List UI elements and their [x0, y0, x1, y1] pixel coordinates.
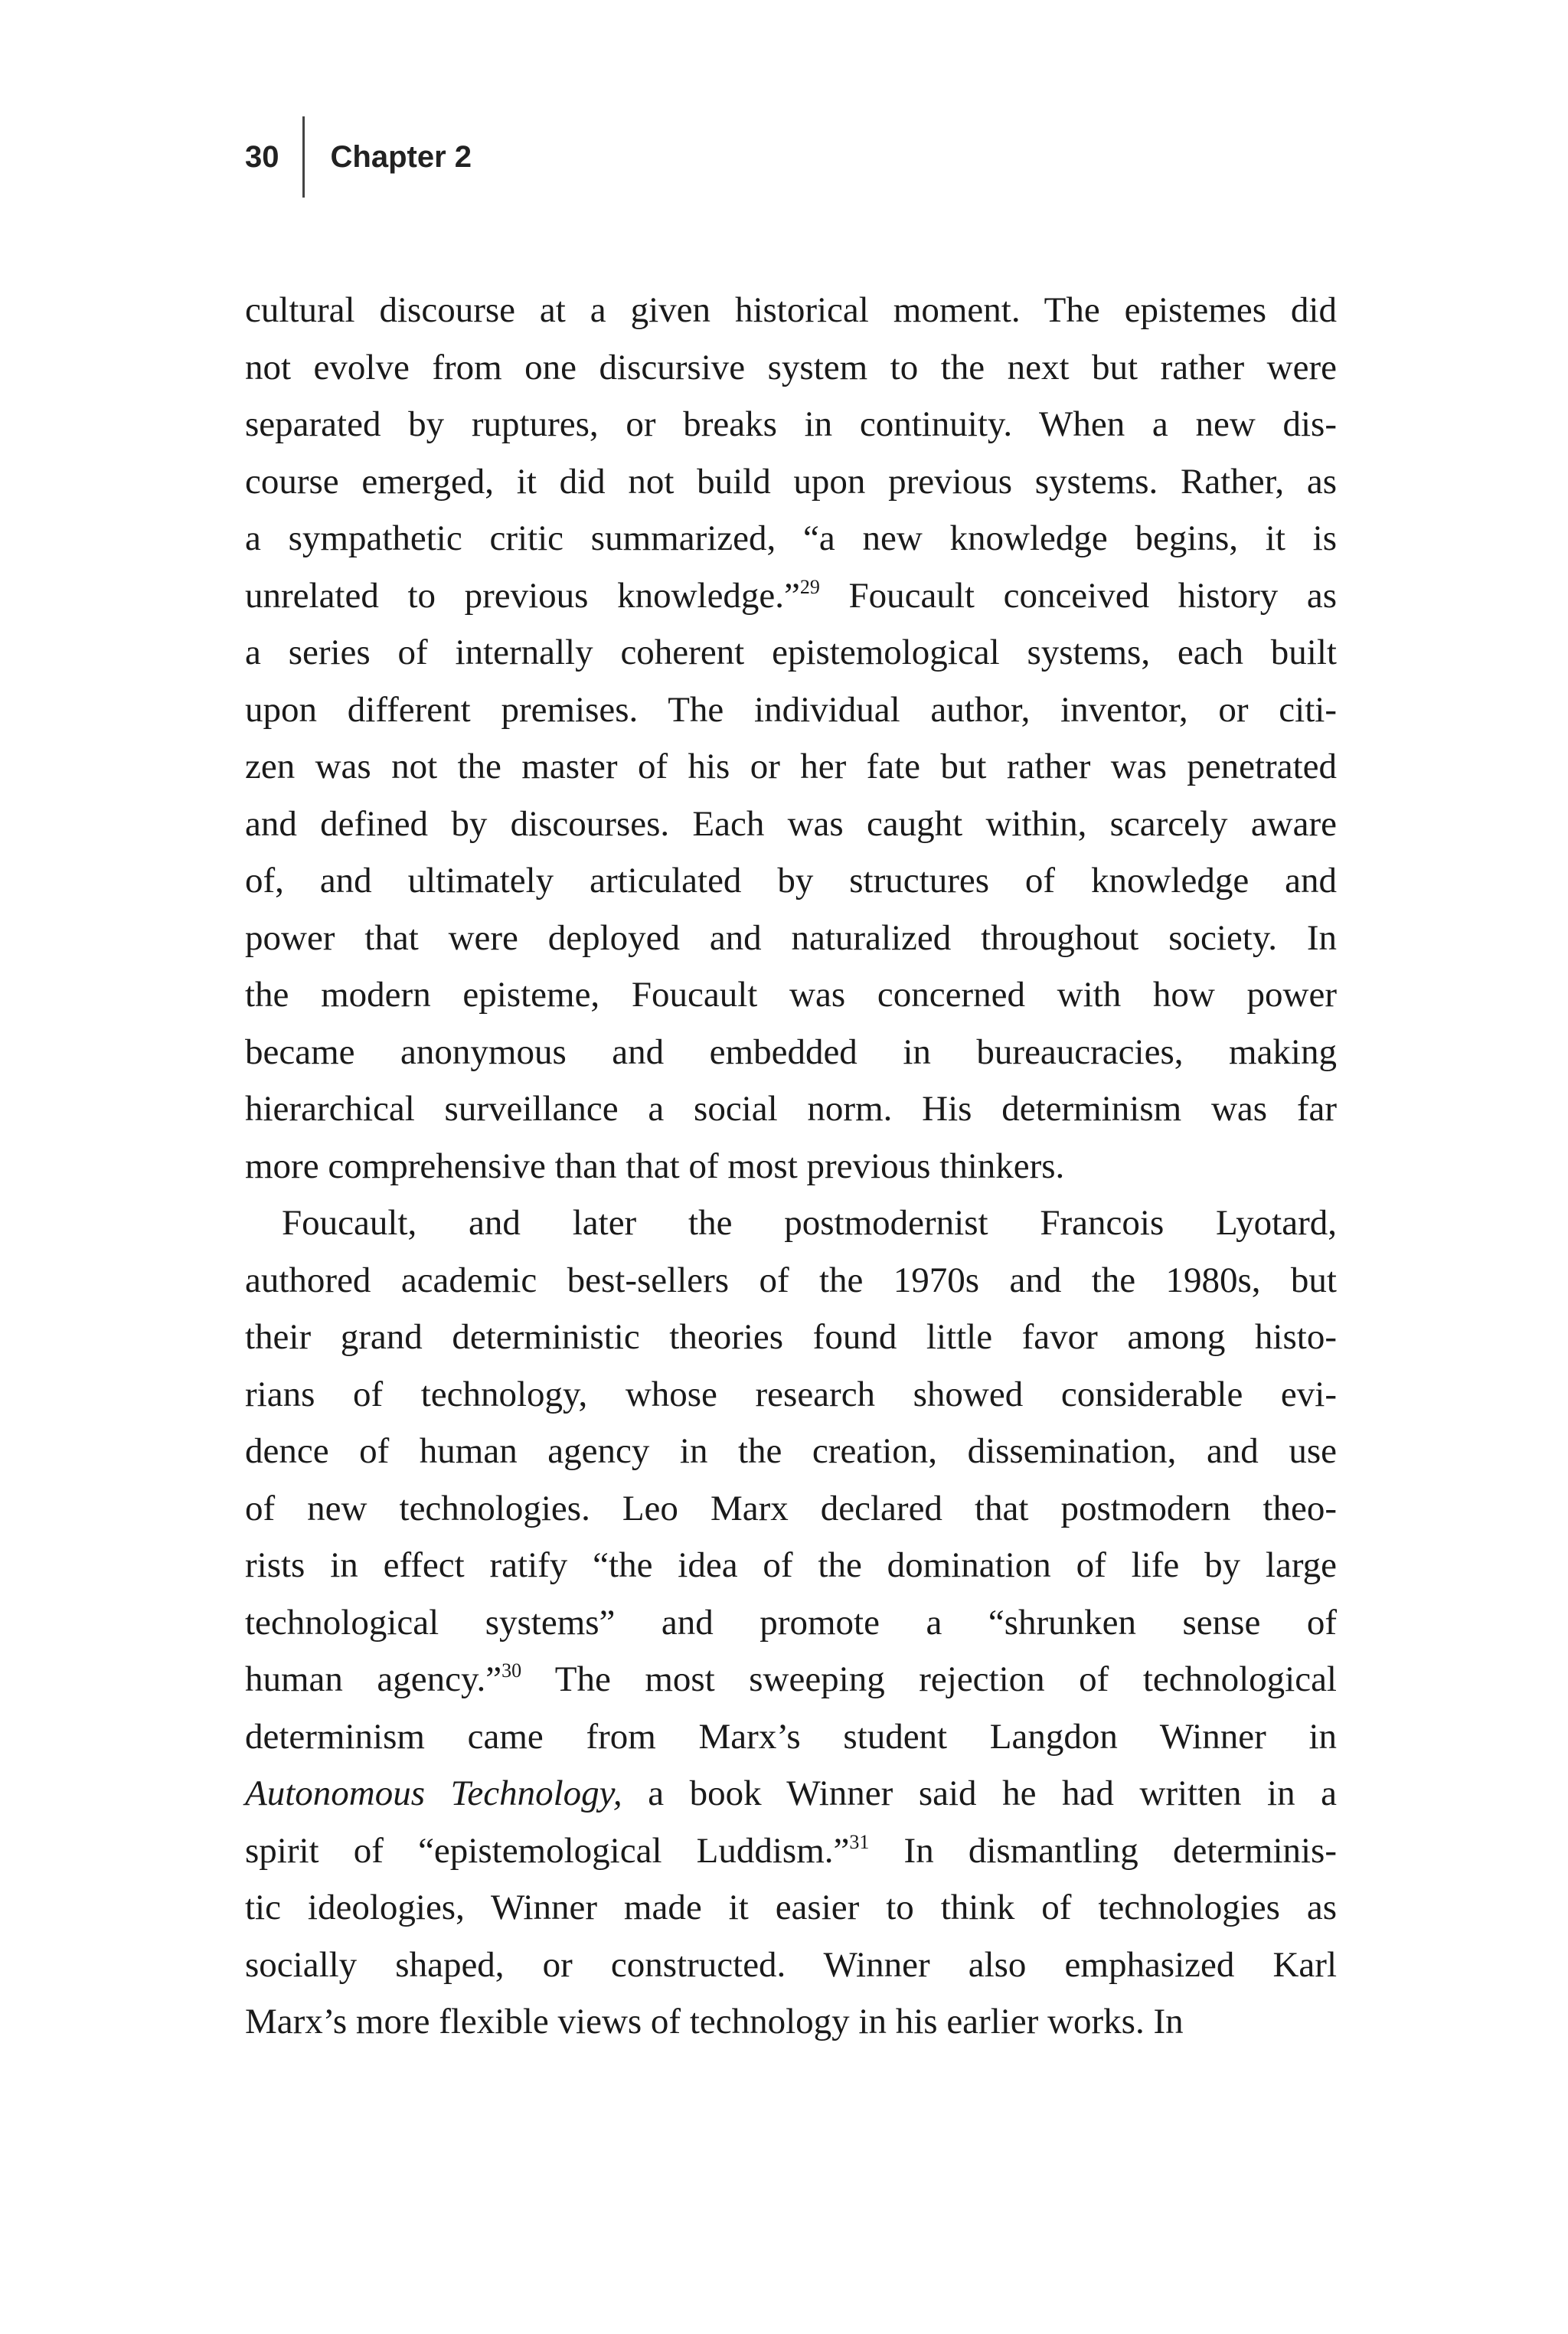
footnote-ref: 30 — [501, 1659, 522, 1682]
paragraph — [245, 282, 1337, 1195]
chapter-label: Chapter 2 — [330, 139, 472, 174]
text-line: rians of technology, whose research showed considerable evi- — [245, 1374, 1337, 1414]
text-line: authored academic best-sellers of the 1970s and the 1980s, but — [245, 1260, 1337, 1300]
text-line: of, and ultimately articulated by structures of knowledge and — [245, 861, 1337, 901]
text-line: separated by ruptures, or breaks in continuity. When a new dis- — [245, 404, 1337, 444]
footnote-ref: 29 — [799, 575, 820, 598]
text-run: The most sweeping rejection of technological — [521, 1659, 1337, 1699]
text-line: rists in effect ratify “the idea of the domination of life by large — [245, 1545, 1337, 1585]
text-line: and defined by discourses. Each was caught within, scarcely aware — [245, 803, 1337, 844]
text-line: a sympathetic critic summarized, “a new knowledge begins, it is — [245, 518, 1337, 558]
text-line: became anonymous and embedded in bureaucracies, making — [245, 1031, 1337, 1072]
text-line: Marx’s more flexible views of technology in his earlier works. In — [245, 2002, 1184, 2041]
text-line: power that were deployed and naturalized throughout society. In — [245, 917, 1337, 958]
text-line: socially shaped, or constructed. Winner also emphasized Karl — [245, 1944, 1337, 1985]
text-run: unrelated to previous knowledge.” — [245, 575, 800, 616]
text-run: In dismantling determinis- — [869, 1830, 1337, 1871]
page-number: 30 — [245, 139, 279, 174]
text-line: zen was not the master of his or her fate but rather was penetrated — [245, 747, 1337, 786]
paragraph — [245, 1195, 1337, 2051]
text-line: course emerged, it did not build upon previous systems. Rather, as — [245, 461, 1337, 502]
text-line: hierarchical surveillance a social norm. His determinism was far — [245, 1089, 1337, 1129]
text-line: the modern episteme, Foucault was concerned with how power — [245, 975, 1337, 1015]
text-line: technological systems” and promote a “shrunken sense of — [245, 1602, 1337, 1643]
text-run: spirit of “epistemological Luddism.” — [245, 1830, 850, 1871]
book-title: Autonomous Technology, — [245, 1773, 622, 1813]
text-run: human agency.” — [245, 1659, 502, 1699]
text-line: tic ideologies, Winner made it easier to think of technologies as — [245, 1888, 1337, 1927]
text-line: not evolve from one discursive system to the next but rather were — [245, 347, 1337, 387]
text-run: Foucault conceived history as — [819, 575, 1337, 616]
body-text — [245, 282, 1337, 2051]
text-line — [245, 1822, 1337, 1880]
text-run: a book Winner said he had written in a — [622, 1773, 1337, 1813]
footnote-ref: 31 — [849, 1830, 870, 1853]
text-line — [245, 567, 1337, 625]
text-line: more comprehensive than that of most previous thinkers. — [245, 1146, 1065, 1186]
text-line: Foucault, and later the postmodernist Francois Lyotard, — [282, 1203, 1337, 1243]
text-line: cultural discourse at a given historical moment. The epistemes did — [245, 290, 1337, 330]
text-line: determinism came from Marx’s student Langdon Winner in — [245, 1716, 1337, 1757]
text-line: a series of internally coherent epistemological systems, each built — [245, 633, 1337, 672]
text-line — [245, 1765, 1337, 1822]
text-line: their grand deterministic theories found little favor among histo- — [245, 1317, 1337, 1357]
running-head — [245, 115, 472, 199]
text-line: of new technologies. Leo Marx declared that postmodern theo- — [245, 1488, 1337, 1528]
text-line: dence of human agency in the creation, dissemination, and use — [245, 1431, 1337, 1471]
text-line: upon different premises. The individual author, inventor, or citi- — [245, 689, 1337, 730]
text-line — [245, 1651, 1337, 1708]
